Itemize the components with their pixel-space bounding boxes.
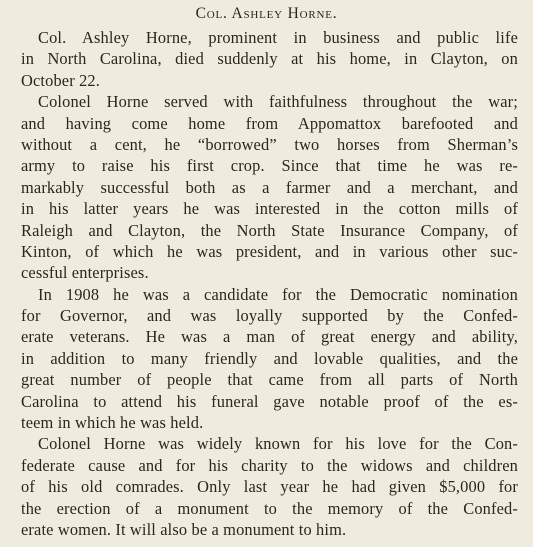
paragraph-3-line-2: for Governor, and was loyally supported by the Confed- [21,306,518,325]
paragraph-2-line-3: without a cent, he “borrowed” two horses from Sherman’s [21,135,518,154]
paragraph-3-line-1: In 1908 he was a candidate for the Democratic nomination [38,285,518,304]
paragraph-2-line-1: Colonel Horne served with faithfulness throughout the war; [38,92,518,111]
paragraph-3-line-6: Carolina to attend his funeral gave notable proof of the es- [21,392,518,411]
paragraph-3-line-7: teem in which he was held. [21,413,204,432]
paragraph-2-line-6: in his latter years he was interested in the cotton mills of [21,199,518,218]
article-title: Col. Ashley Horne. [195,5,338,22]
paragraph-2-line-8: Kinton, of which he was president, and in various other suc- [21,242,518,261]
paragraph-1-line-2: in North Carolina, died suddenly at his home, in Clayton, on [21,49,518,68]
paragraph-1-line-1: Col. Ashley Horne, prominent in business and public life [38,28,518,47]
paragraph-2-line-5: markably successful both as a farmer and a merchant, and [21,178,518,197]
paragraph-1-line-3: October 22. [21,71,101,90]
paragraph-2-line-2: and having come home from Appomattox barefooted and [21,114,518,133]
paragraph-3-line-4: in addition to many friendly and lovable qualities, and the [21,349,518,368]
paragraph-2-line-9: cessful enterprises. [21,263,149,282]
paragraph-4-line-1: Colonel Horne was widely known for his love for the Con- [38,434,518,453]
paragraph-4-line-2: federate cause and for his charity to the widows and children [21,456,518,475]
paragraph-4-line-3: of his old comrades. Only last year he had given $5,000 for [21,477,518,496]
paragraph-3-line-5: great number of people that came from all parts of North [21,370,518,389]
paragraph-4-line-5: erate women. It will also be a monument to him. [21,520,347,539]
paragraph-2-line-7: Raleigh and Clayton, the North State Insurance Company, of [21,221,518,240]
paragraph-3-line-3: erate veterans. He was a man of great energy and ability, [21,327,518,346]
paragraph-2-line-4: army to raise his first crop. Since that time he was re- [21,156,518,175]
paragraph-4-line-4: the erection of a monument to the memory of the Confed- [21,499,518,518]
